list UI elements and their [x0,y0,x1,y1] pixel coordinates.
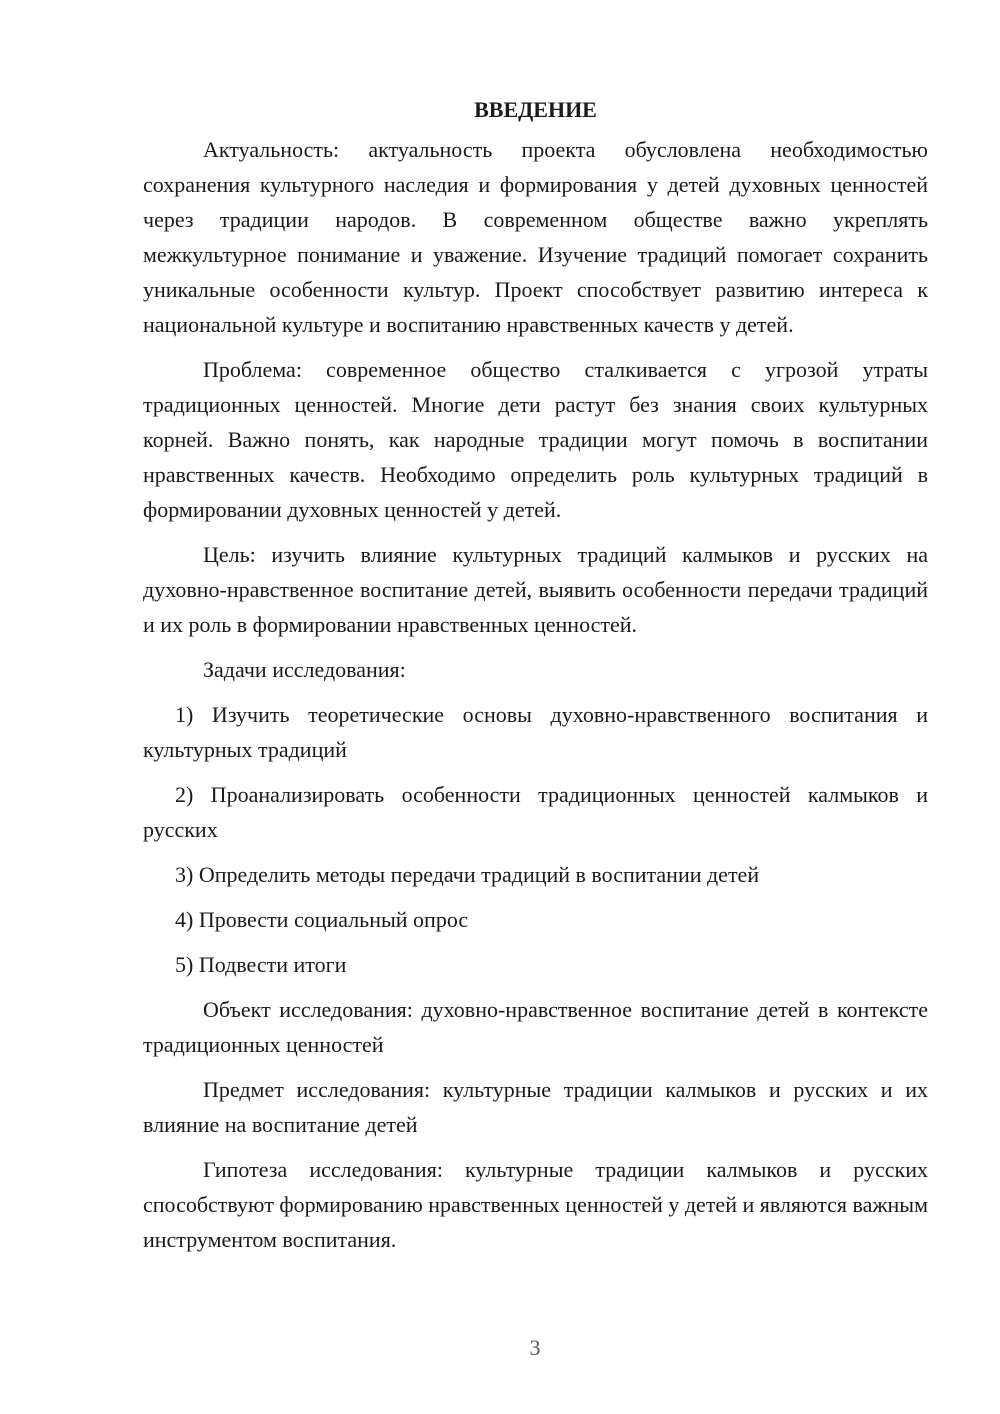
paragraph-goal: Цель: изучить влияние культурных традиций калмыков и русских на духовно-нравственное воспитание детей, выявить особенности передачи традиций и их роль в формировании нравственных ценностей. [143,542,928,637]
task-item-5: 5) Подвести итоги [175,952,347,977]
page-number: 3 [529,1335,541,1360]
paragraph-subject: Предмет исследования: культурные традиции калмыков и русских и их влияние на воспитание детей [143,1077,928,1137]
paragraph-problem: Проблема: современное общество сталкивается с угрозой утраты традиционных ценностей. Многие дети растут без знания своих культурных корней. Важно понять, как народные традиции могут помочь в воспитании нравственных качеств. Необходимо определить роль культурных традиций в формировании духовных ценностей у детей. [143,357,928,522]
task-item-2: 2) Проанализировать особенности традиционных ценностей калмыков и русских [143,782,928,842]
paragraph-tasks-heading: Задачи исследования: [203,657,406,682]
page-title: ВВЕДЕНИЕ [474,97,597,122]
task-item-3: 3) Определить методы передачи традиций в воспитании детей [175,862,760,887]
task-item-1: 1) Изучить теоретические основы духовно-нравственного воспитания и культурных традиций [143,702,928,762]
paragraph-object: Объект исследования: духовно-нравственное воспитание детей в контексте традиционных ценностей [143,997,928,1057]
document-page [143,92,928,1267]
paragraph-hypothesis: Гипотеза исследования: культурные традиции калмыков и русских способствуют формированию нравственных ценностей у детей и являются важным инструментом воспитания. [143,1157,929,1252]
paragraph-relevance: Актуальность: актуальность проекта обусловлена необходимостью сохранения культурного наследия и формирования у детей духовных ценностей через традиции народов. В современном обществе важно укреплять межкультурное понимание и уважение. Изучение традиций помогает сохранить уникальные особенности культур. Проект способствует развитию интереса к национальной культуре и воспитанию нравственных качеств у детей. [143,137,928,337]
task-item-4: 4) Провести социальный опрос [175,907,469,932]
